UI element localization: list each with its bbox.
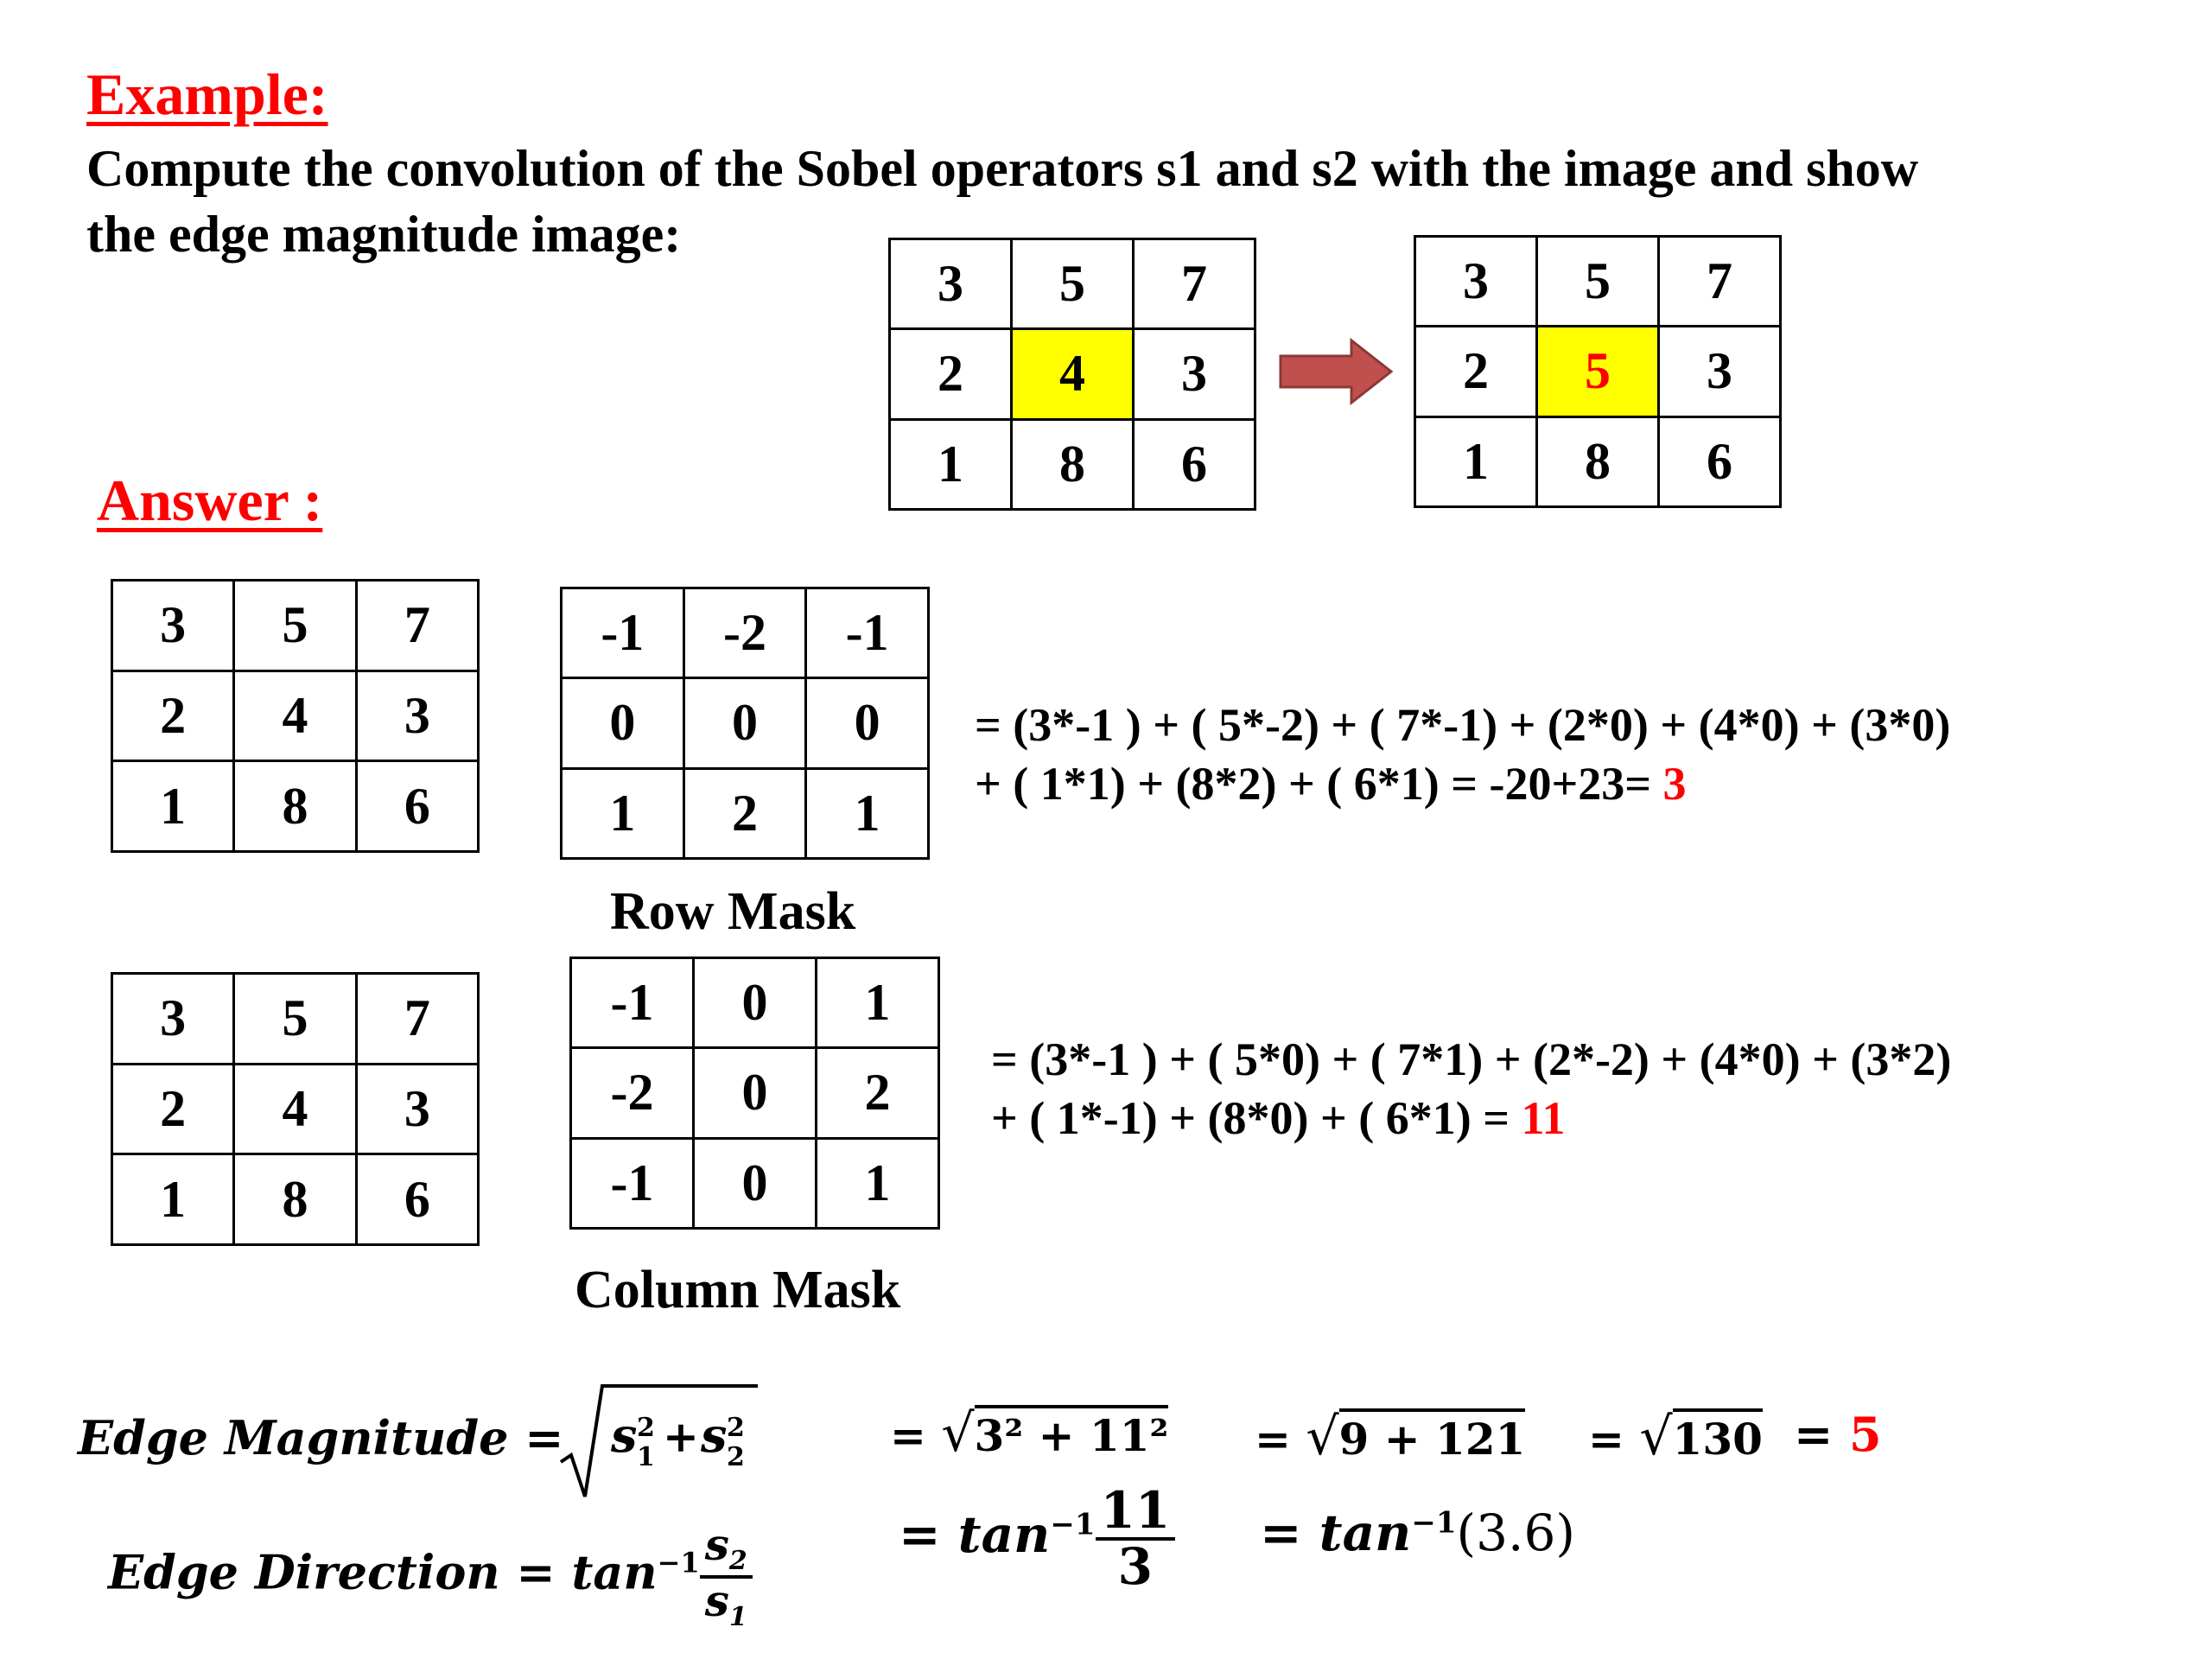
svg-text:1: 1 [637,1442,655,1472]
magnitude-step-1: = √3² + 11² [890,1403,1169,1464]
mask-cell: 0 [694,1048,817,1138]
answer-heading: Answer : [97,467,323,533]
column-equation [991,1030,1951,1147]
input-cell: 8 [1012,419,1134,509]
mask-cell: 0 [694,1138,817,1228]
magnitude-step-3-radicand: 130 [1673,1408,1763,1465]
column-mask-grid [569,957,940,1230]
magnitude-root-icon [557,1376,765,1505]
mask-cell: -1 [806,588,929,678]
image-cell: 3 [356,671,478,761]
output-cell: 5 [1537,237,1659,327]
mask-cell: -2 [571,1048,694,1138]
row-result: 3 [1662,758,1687,810]
input-image-grid [888,238,1256,511]
answer-image-grid-column [111,972,480,1246]
image-cell: 1 [112,761,234,852]
column-equation-line-2 [991,1089,1951,1147]
image-cell: 2 [112,1064,234,1154]
image-cell: 1 [112,1154,234,1245]
column-mask-caption: Column Mask [575,1261,901,1319]
mask-cell: -2 [683,588,806,678]
image-cell: 4 [234,1064,356,1154]
image-cell: 7 [356,974,478,1065]
example-heading: Example: [86,61,328,127]
input-cell: 2 [890,329,1012,419]
edge-direction-formula: Edge Direction = $\tan^{-1}$ $\frac{s_2}{s_1}$ [108,1522,753,1630]
mask-cell: -1 [571,958,694,1048]
magnitude-step-1-radicand: 3² + 11² [975,1405,1169,1461]
mask-cell: 0 [694,958,817,1048]
mask-cell: 1 [806,768,929,858]
problem-line-1: Compute the convolution of the Sobel operators s1 and s2 with the image and show [86,140,1919,197]
output-center-cell: 5 [1537,327,1659,416]
output-cell: 2 [1415,327,1537,416]
magnitude-result-value: 5 [1849,1407,1882,1462]
magnitude-step-2-radicand: 9 + 121 [1339,1408,1526,1465]
mask-cell: 1 [562,768,684,858]
magnitude-result: = 5 [1794,1407,1882,1462]
output-cell: 6 [1659,416,1781,506]
image-cell: 7 [356,581,478,671]
magnitude-step-2: = √9 + 121 [1255,1407,1526,1467]
mask-cell: -1 [571,1138,694,1228]
mask-cell: -1 [562,588,684,678]
input-cell: 6 [1134,419,1255,509]
svg-text:2: 2 [637,1413,655,1443]
mask-cell: 0 [806,678,929,768]
output-cell: 8 [1537,416,1659,506]
direction-fraction-denominator: 3 [1117,1536,1154,1596]
image-cell: 2 [112,671,234,761]
image-cell: 8 [234,1154,356,1245]
input-cell: 3 [1134,329,1255,419]
right-arrow-icon [1277,337,1395,406]
svg-text:s: s [701,1408,728,1463]
mask-cell: 1 [817,1138,939,1228]
mask-cell: 0 [683,678,806,768]
mask-cell: 1 [817,958,939,1048]
svg-text:2: 2 [727,1442,745,1472]
mask-cell: 2 [817,1048,939,1138]
row-equation-line-1: = (3*-1 ) + ( 5*-2) + ( 7*-1) + (2*0) + (4*0) + (3*0) [975,699,1951,751]
row-equation-line-2 [975,754,1950,813]
output-cell: 3 [1415,237,1537,327]
input-cell: 1 [890,419,1012,509]
edge-magnitude-formula: Edge Magnitude = [78,1410,564,1465]
image-cell: 8 [234,761,356,852]
image-cell: 6 [356,1154,478,1245]
edge-magnitude-label: Edge Magnitude [78,1410,509,1465]
direction-step-2: = $\tan^{-1}(3.6)$ [1260,1503,1575,1562]
row-mask-grid [560,587,930,860]
svg-text:s: s [611,1408,638,1463]
edge-direction-label: Edge Direction [108,1544,500,1600]
row-mask-caption: Row Mask [610,882,856,941]
direction-step-2-value: (3.6) [1456,1503,1575,1562]
magnitude-step-3: = √130 [1588,1407,1763,1467]
output-cell: 7 [1659,237,1781,327]
svg-text:2: 2 [727,1413,745,1443]
column-result: 11 [1521,1092,1566,1144]
input-center-cell: 4 [1012,329,1134,419]
input-cell: 5 [1012,239,1134,329]
image-cell: 5 [234,974,356,1065]
svg-text:+: + [663,1411,699,1462]
output-cell: 1 [1415,416,1537,506]
image-cell: 3 [356,1064,478,1154]
row-equation [975,696,1950,813]
column-equation-line-2-text: + ( 1*-1) + (8*0) + ( 6*1) = [991,1092,1522,1144]
image-cell: 3 [112,974,234,1065]
row-equation-line-2-text: + ( 1*1) + (8*2) + ( 6*1) = -20+23= [975,758,1663,810]
output-cell: 3 [1659,327,1781,416]
image-cell: 3 [112,581,234,671]
direction-step-1: = $\tan^{-1}$ $\frac{11}{3}$ [899,1484,1175,1593]
output-image-grid [1414,235,1782,508]
mask-cell: 2 [683,768,806,858]
image-cell: 5 [234,581,356,671]
mask-cell: 0 [562,678,684,768]
input-cell: 7 [1134,239,1255,329]
image-cell: 6 [356,761,478,852]
direction-fraction-numerator: 11 [1096,1484,1176,1541]
problem-line-2: the edge magnitude image: [86,206,682,263]
column-equation-line-1: = (3*-1 ) + ( 5*0) + ( 7*1) + (2*-2) + (4*0) + (3*2) [991,1033,1952,1085]
image-cell: 4 [234,671,356,761]
answer-image-grid-row [111,579,480,853]
input-cell: 3 [890,239,1012,329]
